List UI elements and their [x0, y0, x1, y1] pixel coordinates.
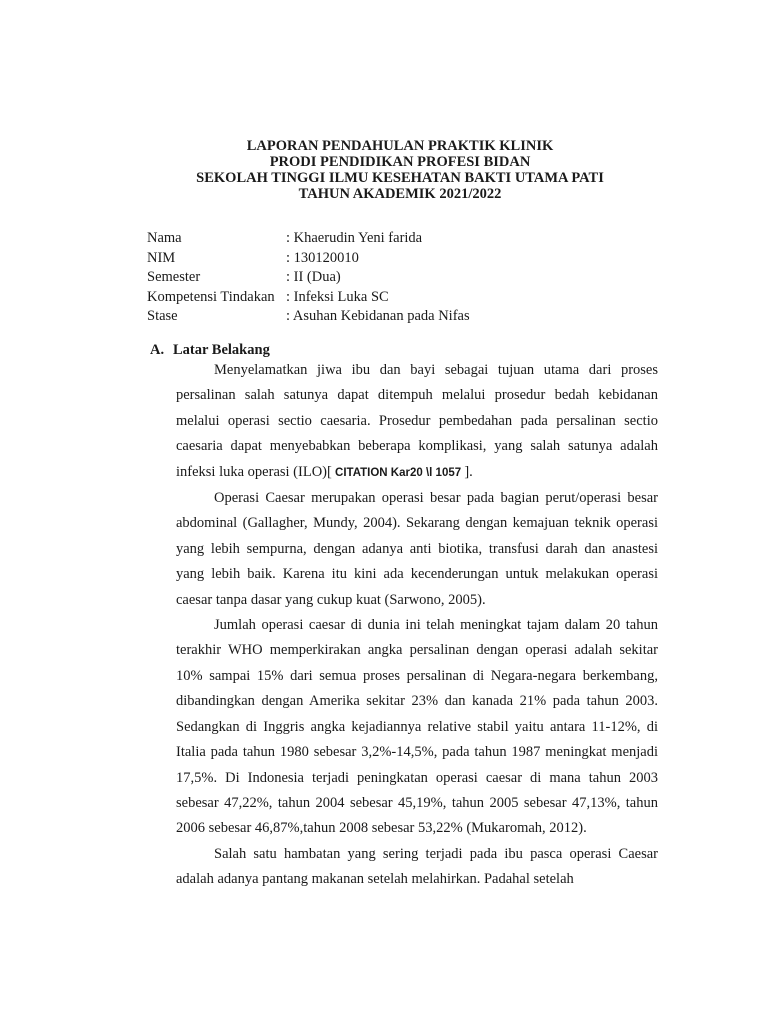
- header-line-1: LAPORAN PENDAHULAN PRAKTIK KLINIK: [246, 138, 554, 154]
- header-line-2: PRODI PENDIDIKAN PROFESI BIDAN: [269, 154, 531, 170]
- identity-value: : 130120010: [286, 249, 359, 266]
- paragraph-2: Operasi Caesar merupakan operasi besar pada bagian perut/operasi besar abdominal (Gallagher, Mundy, 2004). Sekarang dengan kemajuan teknik operasi yang lebih sempurna, dengan adanya anti biotika, transfusi darah dan anastesi yang lebih baik. Karena itu kini ada kecenderungan untuk melakukan operasi caesar tanpa dasar yang cukup kuat (Sarwono, 2005).: [176, 490, 658, 608]
- section-heading: [150, 342, 270, 359]
- identity-value: : II (Dua): [286, 269, 341, 285]
- identity-label: Stase: [147, 308, 178, 324]
- identity-label: Semester: [147, 269, 201, 285]
- section-body: [176, 358, 658, 893]
- identity-row-stase: [147, 307, 470, 327]
- paragraph-1: [176, 358, 658, 486]
- identity-row-kompetensi: [147, 288, 470, 308]
- identity-row-nim: [147, 249, 470, 269]
- identity-row-semester: [147, 268, 470, 288]
- identity-row-nama: [147, 229, 470, 249]
- section-title: Latar Belakang: [173, 342, 270, 358]
- header-line-3: SEKOLAH TINGGI ILMU KESEHATAN BAKTI UTAMA PATI: [196, 170, 604, 186]
- identity-value: : Infeksi Luka SC: [286, 288, 389, 305]
- paragraph-4: Salah satu hambatan yang sering terjadi pada ibu pasca operasi Caesar adalah adanya pantang makanan setelah melahirkan. Padahal setelah: [176, 845, 658, 888]
- report-header: [0, 138, 768, 202]
- identity-label: Kompetensi Tindakan: [147, 288, 275, 305]
- identity-label: NIM: [147, 249, 176, 266]
- paragraph-1-text: Menyelamatkan jiwa ibu dan bayi sebagai tujuan utama dari proses persalinan salah satunya dapat ditempuh melalui prosedur bedah kebidanan melalui operasi sectio caesaria. Prosedur pembedahan pada persalinan sectio caesaria dapat menyebabkan beberapa komplikasi, yang salah satunya adalah infeksi luka operasi (ILO)[: [176, 362, 658, 480]
- identity-value: : Asuhan Kebidanan pada Nifas: [286, 308, 470, 324]
- paragraph-3: Jumlah operasi caesar di dunia ini telah meningkat tajam dalam 20 tahun terakhir WHO memperkirakan angka persalinan dengan operasi adalah sekitar 10% sampai 15% dari semua proses persalinan di Negara-negara berkembang, dibandingkan dengan Amerika sekitar 23% dan kanada 21% pada tahun 2003. Sedangkan di Inggris angka kejadiannya relative stabil yaitu antara 11-12%, di Italia pada tahun 1980 sebesar 3,2%-14,5%, pada tahun 1987 meningkat menjadi 17,5%. Di Indonesia terjadi peningkatan operasi caesar di mana tahun 2003 sebesar 47,22%, tahun 2004 sebesar 45,19%, tahun 2005 sebesar 47,13%, tahun 2006 sebesar 46,87%,tahun 2008 sebesar 53,22% (Mukaromah, 2012).: [176, 617, 658, 837]
- section-letter: A.: [150, 342, 165, 358]
- citation-field: CITATION Kar20 \l 1057: [331, 466, 465, 479]
- header-line-4: TAHUN AKADEMIK 2021/2022: [298, 186, 502, 202]
- identity-label: Nama: [147, 230, 182, 246]
- identity-table: [147, 229, 470, 327]
- paragraph-1-end: ].: [464, 463, 473, 480]
- identity-value: : Khaerudin Yeni farida: [286, 230, 423, 246]
